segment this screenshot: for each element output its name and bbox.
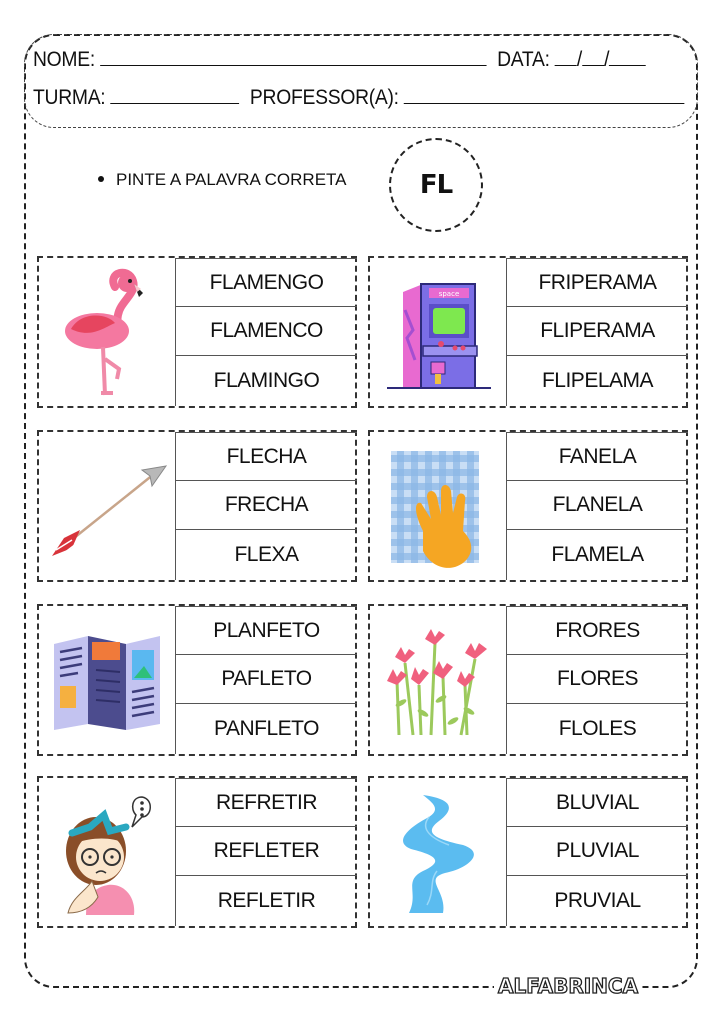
option-refletir[interactable]: REFLETIR [217,888,316,912]
word-card-thinking [37,776,357,928]
brand-logo: ALFABRINCA [494,974,642,998]
option-floles[interactable]: FLOLES [558,716,637,740]
option-frores[interactable]: FRORES [507,606,688,655]
class-row [33,85,684,110]
flamingo-image [39,258,175,406]
word-card-flowers [368,604,688,756]
word-card-flamingo [37,256,357,408]
arcade-machine-image [370,258,506,406]
options-list [175,258,357,406]
option-flanela[interactable]: FLANELA [507,481,688,530]
option-friperama[interactable]: FRIPERAMA [507,258,688,307]
option-pluvial[interactable]: PLUVIAL [507,827,688,876]
word-card-arcade [368,256,688,408]
date-year-field[interactable] [609,47,646,66]
options-list [175,778,357,926]
cloth-hand-image [370,432,506,580]
teacher-field[interactable] [404,85,685,104]
option-flipelama[interactable]: FLIPELAMA [541,368,654,392]
name-row [33,47,646,72]
word-card-river [368,776,688,928]
option-planfeto[interactable]: PLANFETO [176,606,357,655]
instruction-text: PINTE A PALAVRA CORRETA [116,170,347,189]
name-label: NOME: [33,48,95,71]
digraph-badge [389,138,483,232]
word-card-cloth [368,430,688,582]
digraph-text: FL [419,170,453,200]
word-card-pamphlet [37,604,357,756]
date-separator: / [604,48,610,71]
option-panfleto[interactable]: PANFLETO [214,716,319,740]
option-fanela[interactable]: FANELA [507,432,688,481]
option-flamingo[interactable]: FLAMINGO [213,368,320,392]
option-flexa[interactable]: FLEXA [234,542,299,566]
instruction [98,170,347,190]
date-label: DATA: [497,48,550,71]
option-flamela[interactable]: FLAMELA [551,542,644,566]
thinking-girl-image [39,778,175,926]
option-fliperama[interactable]: FLIPERAMA [507,307,688,356]
options-list [506,778,688,926]
options-list [506,258,688,406]
svg-text:space: space [438,289,460,298]
flowers-image [370,606,506,754]
teacher-label: PROFESSOR(A): [249,86,399,109]
date-separator: / [576,48,583,71]
option-pafleto[interactable]: PAFLETO [176,655,357,704]
options-list [506,432,688,580]
option-refleter[interactable]: REFLETER [176,827,357,876]
options-list [175,606,357,754]
option-flamengo[interactable]: FLAMENGO [176,258,357,307]
option-flores[interactable]: FLORES [507,655,688,704]
class-field[interactable] [111,85,240,104]
date-day-field[interactable] [555,47,577,66]
class-label: TURMA: [33,86,106,109]
option-pruvial[interactable]: PRUVIAL [554,888,641,912]
options-list [506,606,688,754]
option-bluvial[interactable]: BLUVIAL [507,778,688,827]
pamphlet-image [39,606,175,754]
river-image [370,778,506,926]
word-card-arrow [37,430,357,582]
option-flamenco[interactable]: FLAMENCO [176,307,357,356]
option-flecha[interactable]: FLECHA [176,432,357,481]
date-month-field[interactable] [582,47,604,66]
option-refretir[interactable]: REFRETIR [176,778,357,827]
options-list [175,432,357,580]
arrow-image [39,432,175,580]
option-frecha[interactable]: FRECHA [176,481,357,530]
bullet-icon [98,176,104,182]
name-field[interactable] [100,47,486,66]
